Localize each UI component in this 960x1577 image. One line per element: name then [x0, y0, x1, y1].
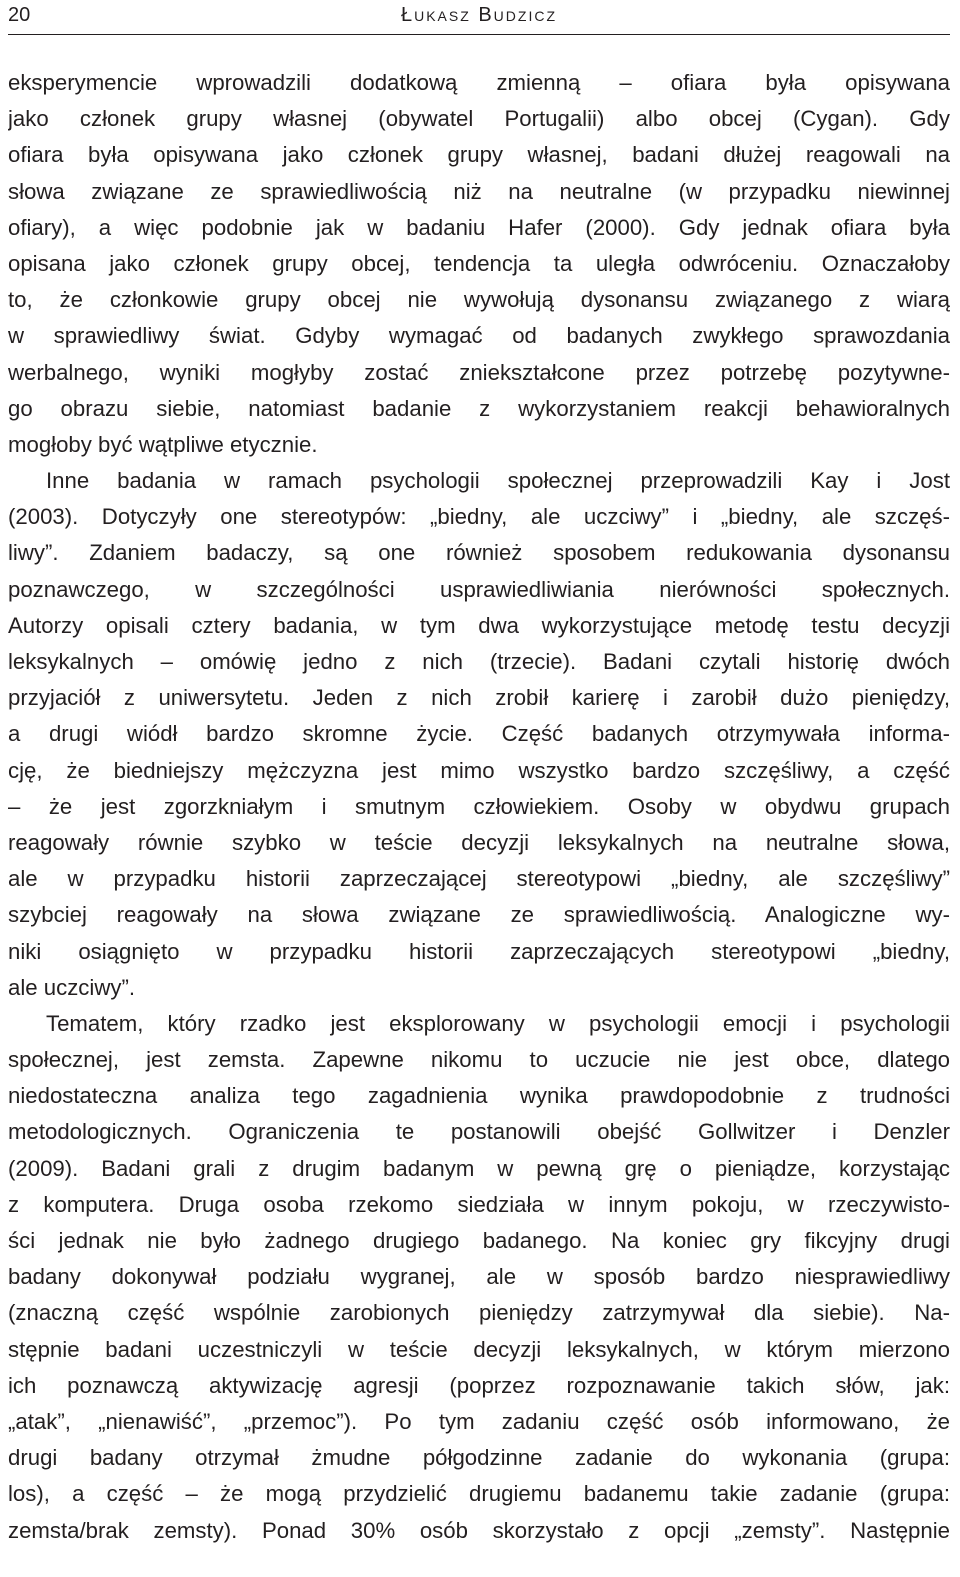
text-line: leksykalnych – omówię jedno z nich (trzecie). Badani czytali historię dwóch	[8, 649, 950, 674]
text-line: drugi badany otrzymał żmudne półgodzinne zadanie do wykonania (grupa:	[8, 1445, 950, 1471]
text-line: w sprawiedliwy świat. Gdyby wymagać od badanych zwykłego sprawozdania	[8, 323, 950, 349]
text-line: ofiara była opisywana jako członek grupy własnej, badani dłużej reagowali na	[8, 142, 950, 168]
text-line: ale w przypadku historii zaprzeczającej stereotypowi „biedny, ale szczęśliwy”	[8, 866, 950, 892]
text-line: opisana jako członek grupy obcej, tendencja ta uległa odwróceniu. Oznaczałoby	[8, 250, 950, 276]
text-line: cję, że biedniejszy mężczyzna jest mimo wszystko bardzo szczęśliwy, a część	[8, 757, 950, 783]
text-line: „atak”, „nienawiść”, „przemoc”). Po tym zadaniu część osób informowano, że	[8, 1408, 950, 1434]
running-head-author: Łukasz Budzicz	[400, 4, 558, 26]
text-line: niki osiągnięto w przypadku historii zaprzeczających stereotypowi „biedny,	[8, 938, 950, 964]
text-line: ofiary), a więc podobnie jak w badaniu Hafer (2000). Gdy jednak ofiara była	[8, 214, 950, 240]
text-line: społecznej, jest zemsta. Zapewne nikomu to uczucie nie jest obce, dlatego	[8, 1047, 950, 1073]
text-line: a drugi wiódł bardzo skromne życie. Część badanych otrzymywała informa-	[8, 721, 950, 747]
text-line: Autorzy opisali cztery badania, w tym dwa wykorzystujące metodę testu decyzji	[8, 612, 950, 638]
paragraph-start-line: Tematem, który rzadko jest eksplorowany w psychologii emocji i psychologii	[46, 1010, 950, 1036]
text-line: – że jest zgorzkniałym i smutnym człowiekiem. Osoby w obydwu grupach	[8, 793, 950, 819]
text-line: przyjaciół z uniwersytetu. Jeden z nich zrobił karierę i zarobił dużo pieniędzy,	[8, 685, 950, 711]
text-line: to, że członkowie grupy obcej nie wywołują dysonansu związanego z wiarą	[8, 287, 950, 313]
page-number: 20	[8, 4, 31, 26]
page-header	[8, 0, 950, 35]
text-line: go obrazu siebie, natomiast badanie z wykorzystaniem reakcji behawioralnych	[8, 395, 950, 421]
text-line: werbalnego, wyniki mogłyby zostać zniekształcone przez potrzebę pozytywne-	[8, 359, 950, 385]
text-line: niedostateczna analiza tego zagadnienia wynika prawdopodobnie z trudności	[8, 1083, 950, 1109]
text-line: poznawczego, w szczególności usprawiedliwiania nierówności społecznych.	[8, 576, 950, 602]
paragraph-start-line: Inne badania w ramach psychologii społecznej przeprowadzili Kay i Jost	[46, 468, 950, 494]
text-line: ich poznawczą aktywizację agresji (poprzez rozpoznawanie takich słów, jak:	[8, 1372, 950, 1398]
paragraph-end-line: ale uczciwy”.	[8, 974, 135, 1000]
text-line: badany dokonywał podziału wygranej, ale w sposób bardzo niesprawiedliwy	[8, 1264, 950, 1290]
text-line: słowa związane ze sprawiedliwością niż na neutralne (w przypadku niewinnej	[8, 178, 950, 204]
text-line: eksperymencie wprowadzili dodatkową zmienną – ofiara była opisywana	[8, 70, 950, 95]
paragraph-end-line: mogłoby być wątpliwe etycznie.	[8, 431, 318, 457]
text-line: stępnie badani uczestniczyli w teście decyzji leksykalnych, w którym mierzono	[8, 1336, 950, 1362]
text-line: zemsta/brak zemsty). Ponad 30% osób skorzystało z opcji „zemsty”. Następnie	[8, 1517, 950, 1543]
text-line: szybciej reagowały na słowa związane ze sprawiedliwością. Analogiczne wy-	[8, 902, 950, 928]
text-line: reagowały równie szybko w teście decyzji leksykalnych na neutralne słowa,	[8, 829, 950, 855]
text-line: metodologicznych. Ograniczenia te postanowili obejść Gollwitzer i Denzler	[8, 1119, 950, 1145]
text-line: jako członek grupy własnej (obywatel Portugalii) albo obcej (Cygan). Gdy	[8, 106, 950, 132]
text-line: liwy”. Zdaniem badaczy, są one również sposobem redukowania dysonansu	[8, 540, 950, 566]
body-text	[8, 65, 950, 1549]
text-line: (znaczną część wspólnie zarobionych pieniędzy zatrzymywał dla siebie). Na-	[8, 1300, 950, 1326]
text-line: ści jednak nie było żadnego drugiego badanego. Na koniec gry fikcyjny drugi	[8, 1228, 950, 1253]
text-line: (2009). Badani grali z drugim badanym w pewną grę o pieniądze, korzystając	[8, 1155, 950, 1181]
text-line: (2003). Dotyczyły one stereotypów: „biedny, ale uczciwy” i „biedny, ale szczęś-	[8, 504, 950, 530]
text-line: los), a część – że mogą przydzielić drugiemu badanemu takie zadanie (grupa:	[8, 1481, 950, 1507]
text-line: z komputera. Druga osoba rzekomo siedziała w innym pokoju, w rzeczywisto-	[8, 1191, 950, 1217]
